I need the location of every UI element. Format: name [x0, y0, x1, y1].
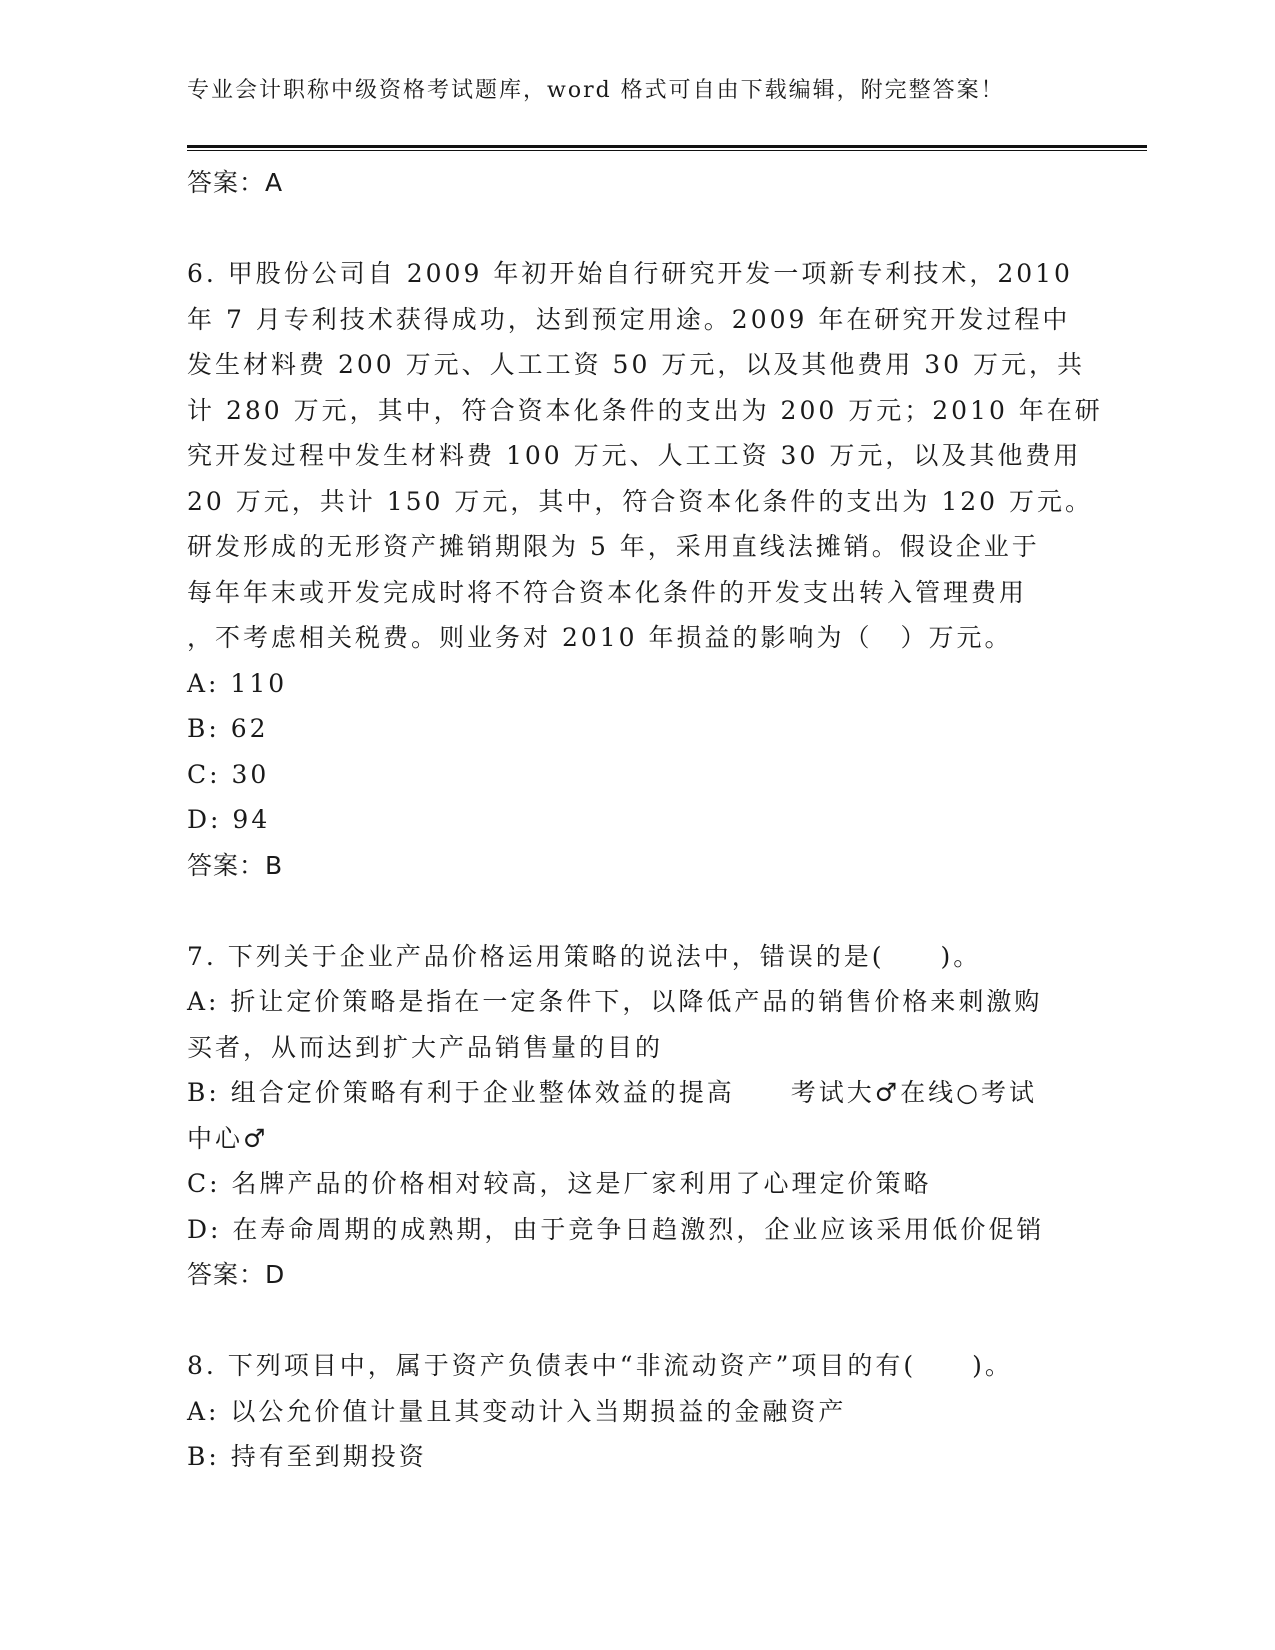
- spacer: [187, 1298, 1087, 1344]
- q6-stem-line: ，不考虑相关税费。则业务对 2010 年损益的影响为（ ）万元。: [187, 623, 1013, 652]
- q7-option-b-row: [187, 1070, 1087, 1116]
- document-body: [187, 160, 1103, 1480]
- header-rule-thick: [187, 145, 1147, 148]
- q6-stem-line: 计 280 万元，其中，符合资本化条件的支出为 200 万元；2010 年在研: [187, 395, 1103, 425]
- q7-answer: 答案：D: [187, 1260, 286, 1289]
- question-7: [187, 934, 1087, 1298]
- watermark-text: 考试大♂在线○考试: [790, 1078, 1037, 1107]
- q6-stem-line: 年 7 月专利技术获得成功，达到预定用途。2009 年在研究开发过程中: [187, 304, 1071, 334]
- q7-option-d: D: 在寿命周期的成熟期，由于竞争日趋激烈，企业应该采用低价促销: [187, 1214, 1045, 1244]
- spacer: [187, 206, 1087, 252]
- q8-option-a: A: 以公允价值计量且其变动计入当期损益的金融资产: [187, 1396, 847, 1426]
- q8-stem: 8. 下列项目中，属于资产负债表中“非流动资产”项目的有( )。: [187, 1351, 1013, 1380]
- q6-stem-line: 20 万元，共计 150 万元，其中，符合资本化条件的支出为 120 万元。: [187, 486, 1093, 516]
- q8-option-b: B: 持有至到期投资: [187, 1442, 427, 1471]
- q6-stem-line: 究开发过程中发生材料费 100 万元、人工工资 30 万元，以及其他费用: [187, 441, 1082, 470]
- page-header: 专业会计职称中级资格考试题库，word 格式可自由下载编辑，附完整答案！: [187, 78, 1005, 103]
- q6-option-c: C: 30: [187, 759, 270, 789]
- spacer: [187, 888, 1087, 934]
- header-rule-thin: [187, 150, 1147, 151]
- question-8: [187, 1343, 1087, 1480]
- q6-answer: 答案：B: [187, 850, 284, 880]
- q6-stem-line: 发生材料费 200 万元、人工工资 50 万元，以及其他费用 30 万元，共: [187, 350, 1086, 379]
- q7-option-a-line1: A: 折让定价策略是指在一定条件下，以降低产品的销售价格来刺激购: [187, 987, 1043, 1016]
- q6-stem-line: 6. 甲股份公司自 2009 年初开始自行研究开发一项新专利技术，2010: [187, 259, 1073, 288]
- watermark-text-continued: 中心♂: [187, 1123, 269, 1153]
- q6-stem-line: 每年年末或开发完成时将不符合资本化条件的开发支出转入管理费用: [187, 577, 1028, 607]
- q5-answer: 答案：A: [187, 168, 284, 197]
- q7-stem: 7. 下列关于企业产品价格运用策略的说法中，错误的是( )。: [187, 941, 982, 971]
- question-6: [187, 251, 1103, 888]
- q7-option-c: C: 名牌产品的价格相对较高，这是厂家利用了心理定价策略: [187, 1169, 932, 1198]
- q6-option-a: A: 110: [187, 668, 288, 698]
- q6-option-b: B: 62: [187, 714, 269, 743]
- q6-option-d: D: 94: [187, 805, 271, 834]
- q7-option-b: B: 组合定价策略有利于企业整体效益的提高: [187, 1078, 735, 1107]
- q6-stem-line: 研发形成的无形资产摊销期限为 5 年，采用直线法摊销。假设企业于: [187, 532, 1040, 561]
- q7-option-a-line2: 买者，从而达到扩大产品销售量的目的: [187, 1032, 664, 1062]
